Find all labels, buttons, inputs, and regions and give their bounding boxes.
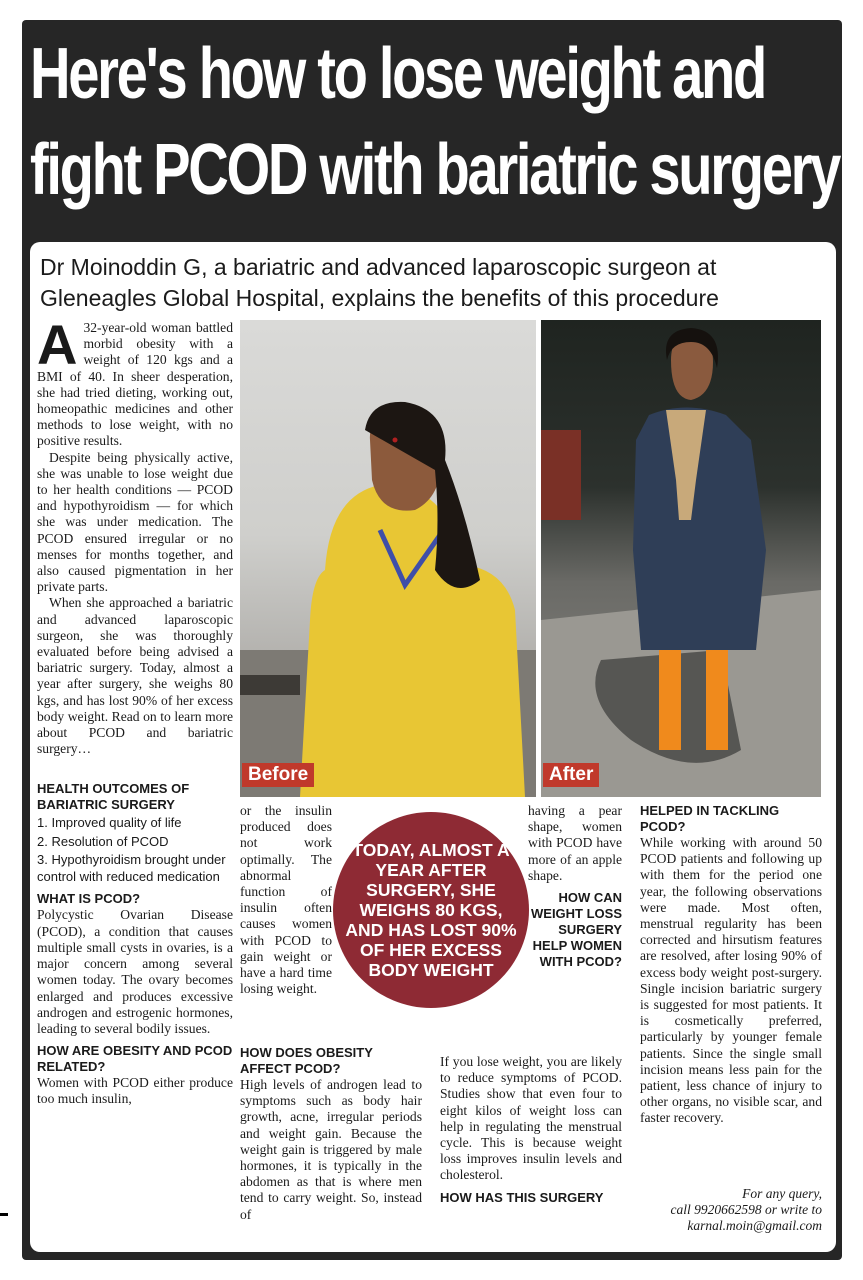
after-label: After <box>543 763 599 787</box>
pull-quote: TODAY, ALMOST A YEAR AFTER SURGERY, SHE WEIGHS 80 KGS, AND HAS LOST 90% OF HER EXCESS BODY WEIGHT <box>333 812 529 1008</box>
headline <box>30 26 840 232</box>
subhead-surgery-helped: HOW HAS THIS SURGERY <box>440 1189 604 1205</box>
intro-deck: Dr Moinoddin G, a bariatric and advanced laparoscopic surgeon at Gleneagles Global Hospital, explains the benefits of this procedure <box>40 254 719 311</box>
col1-paragraph: Polycystic Ovarian Disease (PCOD), a condition that causes multiple small cysts in ovaries, is a major concern among several women today. The ovary becomes enlarged and produces excessive androgen and estrogenic hormones, leading to several bodily issues. <box>37 907 233 1036</box>
margin-mark <box>0 1213 8 1216</box>
list-item: 3. Hypothyroidism brought under control with reduced medication <box>37 852 226 884</box>
column-1 <box>37 313 233 1108</box>
col1-paragraph: When she approached a bariatric and advanced laparoscopic surgeon, she was thoroughly evaluated before being advised a bariatric surgery. Today, almost a year after surgery, she weighs 80 kgs, and has lost 90% of her excess body weight. Read on to learn more about PCOD and bariatric surgery… <box>37 595 233 757</box>
col1-paragraph: Despite being physically active, she was unable to lose weight due to her health conditions — PCOD and hypothyroidism — for which she was under medication. The PCOD ensured irregular or no menses for months together, and also caused pigmentation in her private parts. <box>37 449 233 595</box>
after-photo <box>541 320 821 797</box>
column-4 <box>640 803 822 1127</box>
subhead-obesity-pcod: HOW ARE OBESITY AND PCOD RELATED? <box>37 1043 233 1075</box>
col3-paragraph: having a pear shape, women with PCOD have more of an apple shape. <box>528 803 622 883</box>
col3-paragraph: If you lose weight, you are likely to reduce symptoms of PCOD. Studies show that even four to eight kilos of weight loss can help in regulating the menstrual cycle. This is because weight loss improves insulin levels and cholesterol. <box>440 1054 622 1183</box>
col2-paragraph: or the insulin produced does not work optimally. The abnormal function of insulin often causes women with PCOD to gain weight or have a hard time losing weight. <box>240 803 332 997</box>
contact-email: karnal.moin@gmail.com <box>687 1218 822 1233</box>
col1-paragraph: 32-year-old woman battled morbid obesity with a weight of 120 kgs and a BMI of 40. In sheer desperation, she had tried dieting, working out, homeopathic medicines and other methods to lose weight, with no positive results. <box>37 320 233 449</box>
contact-line: call 9920662598 or write to <box>670 1202 822 1217</box>
list-item: 1. Improved quality of life <box>37 815 182 831</box>
subhead-obesity-affect: HOW DOES OBESITY AFFECT PCOD? <box>240 1045 373 1076</box>
contact-line: For any query, <box>742 1186 822 1201</box>
drop-cap: A <box>37 313 78 376</box>
subhead-health-outcomes: HEALTH OUTCOMES OF BARIATRIC SURGERY <box>37 781 190 813</box>
column-2-top <box>240 803 332 997</box>
list-item: 2. Resolution of PCOD <box>37 833 169 849</box>
before-photo <box>240 320 536 797</box>
headline-line-2: fight PCOD with bariatric surgery <box>30 130 840 210</box>
col2-paragraph: High levels of androgen lead to symptoms such as body hair growth, acne, irregular periods and weight gain. Because the weight gain is triggered by male hormones, it is typically in the abdomen as that is where men tend to carry weight. So, instead of <box>240 1077 422 1222</box>
column-2-bottom <box>240 1045 422 1223</box>
col1-paragraph: Women with PCOD either produce too much insulin, <box>37 1075 233 1107</box>
column-3-bottom <box>440 1054 622 1206</box>
subhead-weight-loss-help: HOW CAN WEIGHT LOSS SURGERY HELP WOMEN WITH PCOD? <box>531 890 622 970</box>
subhead-tackling-pcod: HELPED IN TACKLING PCOD? <box>640 803 780 834</box>
headline-line-1: Here's how to lose weight and <box>30 34 765 114</box>
subhead-what-is-pcod: WHAT IS PCOD? <box>37 891 141 907</box>
before-label: Before <box>242 763 314 787</box>
contact-info <box>640 1186 822 1234</box>
column-3-top <box>528 803 622 970</box>
col4-paragraph: While working with around 50 PCOD patients and following up with them for the period one year, the following observations were made. Most often, menstrual regularity has been corrected and hirsutism features are resolved, after losing 90% of excess body weight post-surgery. Single incision bariatric surgery is suggested for most patients. It is cosmetically preferred, particularly by younger female patients. Since the single small incision means less pain for the patient, less chance of injury to other organs, no visible scar, and faster recovery. <box>640 835 822 1126</box>
